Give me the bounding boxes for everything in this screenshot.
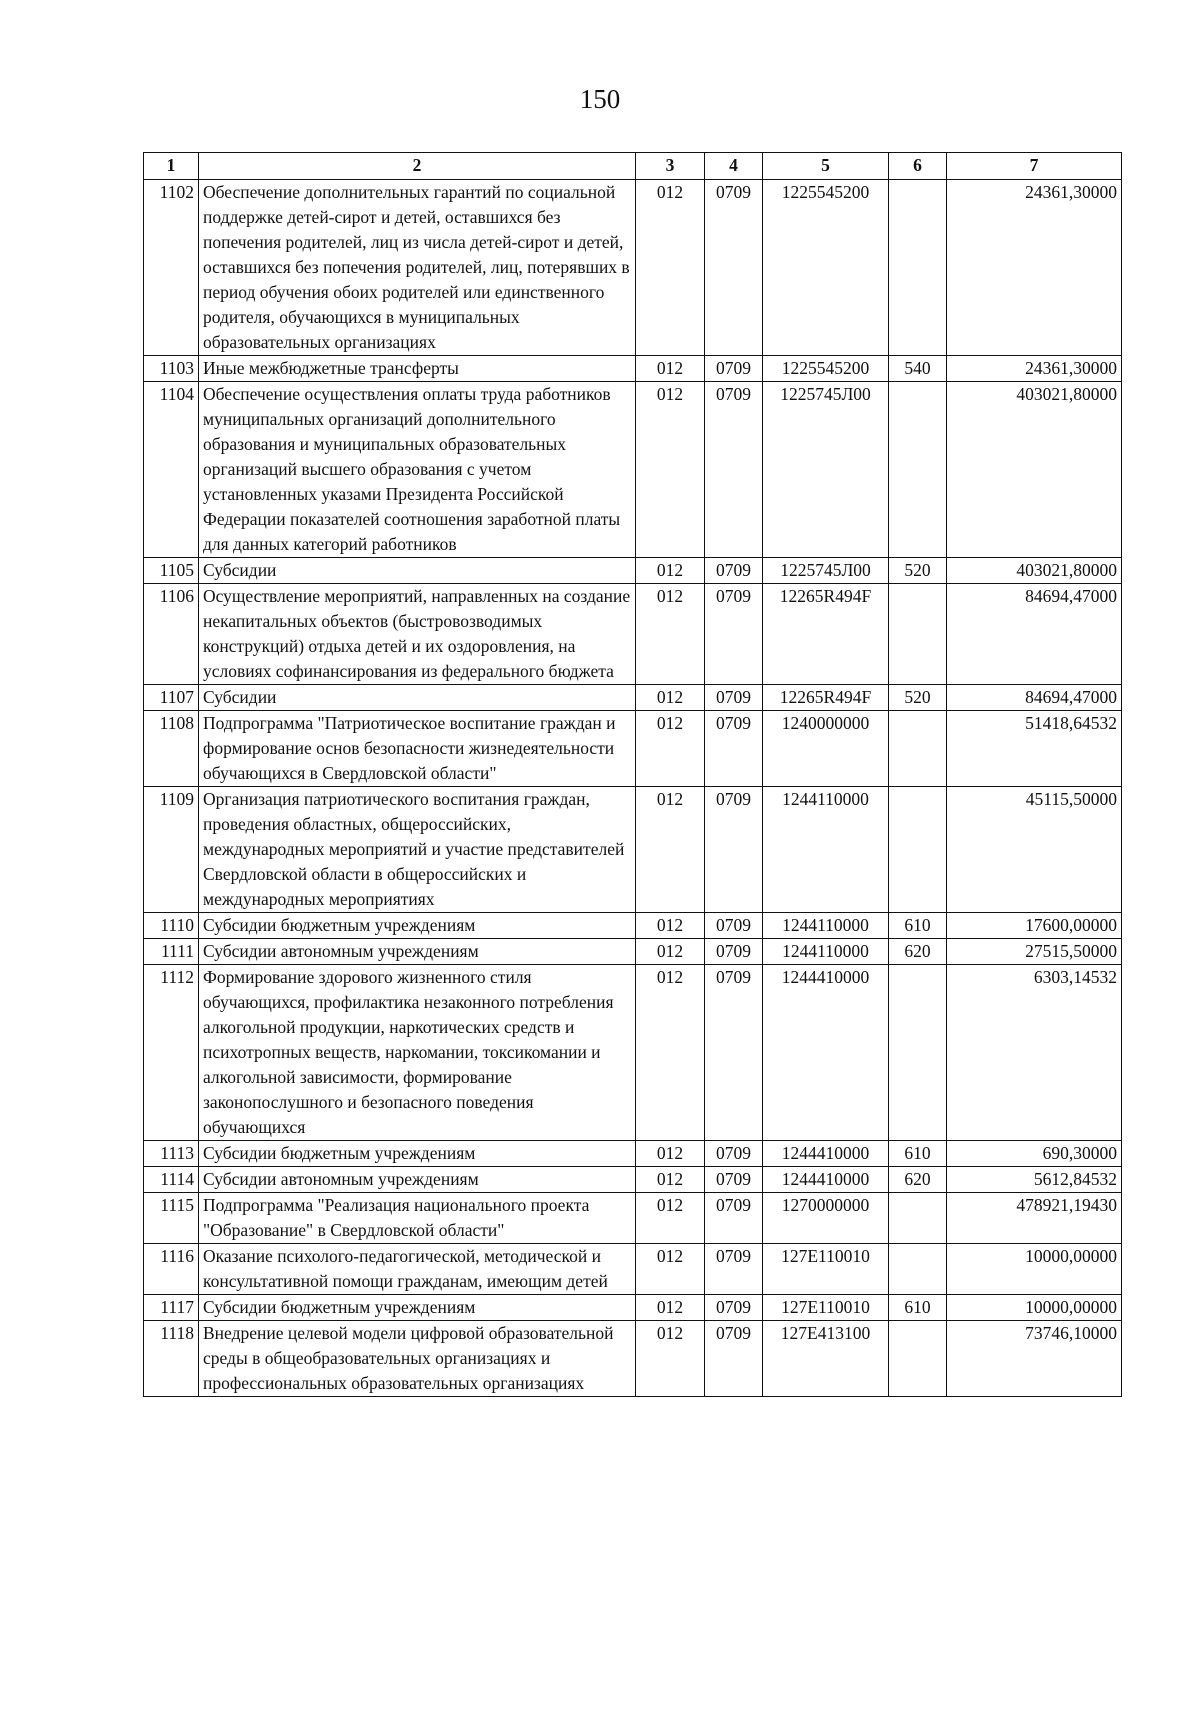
row-amount: 24361,30000 <box>947 356 1122 382</box>
row-number: 1105 <box>144 558 199 584</box>
row-amount: 17600,00000 <box>947 913 1122 939</box>
row-code-6 <box>889 1321 947 1397</box>
row-code-5: 127E413100 <box>763 1321 889 1397</box>
row-code-6: 620 <box>889 939 947 965</box>
row-code-6: 610 <box>889 1295 947 1321</box>
row-number: 1110 <box>144 913 199 939</box>
row-description: Субсидии <box>199 558 636 584</box>
row-code-5: 1244410000 <box>763 965 889 1141</box>
table-body <box>144 180 1122 1397</box>
row-description: Обеспечение осуществления оплаты труда работников муниципальных организаций дополнительного образования и муниципальных образовательных организаций высшего образования с учетом установленных указами Президента Российской Федерации показателей соотношения заработной платы для данных категорий работников <box>199 382 636 558</box>
column-header: 1 <box>144 153 199 180</box>
row-amount: 10000,00000 <box>947 1244 1122 1295</box>
row-code-3: 012 <box>636 1193 705 1244</box>
row-code-4: 0709 <box>705 787 763 913</box>
row-code-5: 1225545200 <box>763 180 889 356</box>
column-header: 6 <box>889 153 947 180</box>
row-description: Обеспечение дополнительных гарантий по социальной поддержке детей-сирот и детей, оставшихся без попечения родителей, лиц из числа детей-сирот и детей, оставшихся без попечения родителей, лиц, потерявших в период обучения обоих родителей или единственного родителя, обучающихся в муниципальных образовательных организациях <box>199 180 636 356</box>
row-code-5: 127E110010 <box>763 1244 889 1295</box>
table-row <box>144 584 1122 685</box>
table-row <box>144 1141 1122 1167</box>
table-row <box>144 180 1122 356</box>
row-code-4: 0709 <box>705 356 763 382</box>
row-code-3: 012 <box>636 1321 705 1397</box>
row-number: 1109 <box>144 787 199 913</box>
row-code-6 <box>889 787 947 913</box>
table-row <box>144 1295 1122 1321</box>
column-header: 5 <box>763 153 889 180</box>
row-description: Внедрение целевой модели цифровой образовательной среды в общеобразовательных организациях и профессиональных образовательных организациях <box>199 1321 636 1397</box>
row-description: Подпрограмма "Патриотическое воспитание граждан и формирование основ безопасности жизнедеятельности обучающихся в Свердловской области" <box>199 711 636 787</box>
row-code-4: 0709 <box>705 584 763 685</box>
row-code-5: 12265R494F <box>763 685 889 711</box>
row-code-5: 1244410000 <box>763 1167 889 1193</box>
row-description: Подпрограмма "Реализация национального проекта "Образование" в Свердловской области" <box>199 1193 636 1244</box>
row-number: 1117 <box>144 1295 199 1321</box>
table-row <box>144 1167 1122 1193</box>
row-code-3: 012 <box>636 558 705 584</box>
row-code-6 <box>889 180 947 356</box>
row-number: 1112 <box>144 965 199 1141</box>
row-description: Субсидии <box>199 685 636 711</box>
table-row <box>144 685 1122 711</box>
row-code-3: 012 <box>636 939 705 965</box>
row-code-4: 0709 <box>705 965 763 1141</box>
row-code-4: 0709 <box>705 558 763 584</box>
table-row <box>144 1193 1122 1244</box>
row-code-4: 0709 <box>705 939 763 965</box>
row-code-3: 012 <box>636 787 705 913</box>
row-code-3: 012 <box>636 965 705 1141</box>
row-amount: 24361,30000 <box>947 180 1122 356</box>
table-row <box>144 939 1122 965</box>
row-code-3: 012 <box>636 1244 705 1295</box>
row-amount: 690,30000 <box>947 1141 1122 1167</box>
row-code-4: 0709 <box>705 180 763 356</box>
table-row <box>144 558 1122 584</box>
table-row <box>144 711 1122 787</box>
row-code-5: 1270000000 <box>763 1193 889 1244</box>
row-code-5: 1244110000 <box>763 787 889 913</box>
row-number: 1102 <box>144 180 199 356</box>
row-code-4: 0709 <box>705 1321 763 1397</box>
row-code-5: 1244410000 <box>763 1141 889 1167</box>
row-description: Субсидии бюджетным учреждениям <box>199 913 636 939</box>
row-code-3: 012 <box>636 356 705 382</box>
row-amount: 403021,80000 <box>947 382 1122 558</box>
row-code-5: 127E110010 <box>763 1295 889 1321</box>
row-code-4: 0709 <box>705 711 763 787</box>
row-code-6 <box>889 1193 947 1244</box>
row-number: 1114 <box>144 1167 199 1193</box>
row-amount: 27515,50000 <box>947 939 1122 965</box>
row-code-6: 620 <box>889 1167 947 1193</box>
row-description: Субсидии автономным учреждениям <box>199 939 636 965</box>
row-code-6 <box>889 382 947 558</box>
row-code-6: 540 <box>889 356 947 382</box>
row-code-5: 1240000000 <box>763 711 889 787</box>
row-code-6: 520 <box>889 685 947 711</box>
table-row <box>144 787 1122 913</box>
row-number: 1116 <box>144 1244 199 1295</box>
row-code-3: 012 <box>636 1167 705 1193</box>
row-description: Формирование здорового жизненного стиля обучающихся, профилактика незаконного потребления алкогольной продукции, наркотических средств и психотропных веществ, наркомании, токсикомании и алкогольной зависимости, формирование законопослушного и безопасного поведения обучающихся <box>199 965 636 1141</box>
row-number: 1115 <box>144 1193 199 1244</box>
row-code-4: 0709 <box>705 1141 763 1167</box>
row-code-4: 0709 <box>705 1295 763 1321</box>
row-code-5: 1225545200 <box>763 356 889 382</box>
row-code-5: 1244110000 <box>763 913 889 939</box>
row-number: 1106 <box>144 584 199 685</box>
row-code-3: 012 <box>636 180 705 356</box>
table-row <box>144 965 1122 1141</box>
row-code-6: 610 <box>889 1141 947 1167</box>
row-code-4: 0709 <box>705 685 763 711</box>
row-code-5: 1225745Л00 <box>763 382 889 558</box>
row-amount: 403021,80000 <box>947 558 1122 584</box>
row-code-4: 0709 <box>705 1244 763 1295</box>
row-code-3: 012 <box>636 382 705 558</box>
table-row <box>144 913 1122 939</box>
table-row <box>144 356 1122 382</box>
table-row <box>144 382 1122 558</box>
row-description: Организация патриотического воспитания граждан, проведения областных, общероссийских, международных мероприятий и участие представителей Свердловской области в общероссийских и международных мероприятиях <box>199 787 636 913</box>
row-code-4: 0709 <box>705 382 763 558</box>
row-description: Субсидии бюджетным учреждениям <box>199 1141 636 1167</box>
budget-table <box>143 152 1122 1397</box>
row-description: Осуществление мероприятий, направленных на создание некапитальных объектов (быстровозводимых конструкций) отдыха детей и их оздоровления, на условиях софинансирования из федерального бюджета <box>199 584 636 685</box>
row-amount: 73746,10000 <box>947 1321 1122 1397</box>
row-code-5: 1244110000 <box>763 939 889 965</box>
row-code-6 <box>889 711 947 787</box>
row-code-5: 12265R494F <box>763 584 889 685</box>
row-code-6: 610 <box>889 913 947 939</box>
row-code-6 <box>889 1244 947 1295</box>
row-amount: 10000,00000 <box>947 1295 1122 1321</box>
row-description: Оказание психолого-педагогической, методической и консультативной помощи гражданам, имеющим детей <box>199 1244 636 1295</box>
table-header-row <box>144 153 1122 180</box>
row-code-3: 012 <box>636 711 705 787</box>
row-number: 1118 <box>144 1321 199 1397</box>
column-header: 4 <box>705 153 763 180</box>
row-number: 1107 <box>144 685 199 711</box>
row-code-6 <box>889 965 947 1141</box>
row-code-3: 012 <box>636 913 705 939</box>
row-amount: 51418,64532 <box>947 711 1122 787</box>
column-header: 2 <box>199 153 636 180</box>
page-number: 150 <box>579 84 621 114</box>
table-row <box>144 1321 1122 1397</box>
row-amount: 478921,19430 <box>947 1193 1122 1244</box>
row-code-6: 520 <box>889 558 947 584</box>
row-description: Субсидии бюджетным учреждениям <box>199 1295 636 1321</box>
row-number: 1108 <box>144 711 199 787</box>
row-code-3: 012 <box>636 1295 705 1321</box>
row-code-3: 012 <box>636 584 705 685</box>
row-number: 1111 <box>144 939 199 965</box>
row-code-3: 012 <box>636 685 705 711</box>
row-code-3: 012 <box>636 1141 705 1167</box>
table-row <box>144 1244 1122 1295</box>
row-amount: 84694,47000 <box>947 685 1122 711</box>
row-number: 1113 <box>144 1141 199 1167</box>
column-header: 3 <box>636 153 705 180</box>
row-code-5: 1225745Л00 <box>763 558 889 584</box>
row-amount: 84694,47000 <box>947 584 1122 685</box>
row-description: Субсидии автономным учреждениям <box>199 1167 636 1193</box>
row-description: Иные межбюджетные трансферты <box>199 356 636 382</box>
row-code-4: 0709 <box>705 913 763 939</box>
row-code-4: 0709 <box>705 1193 763 1244</box>
row-amount: 6303,14532 <box>947 965 1122 1141</box>
row-code-6 <box>889 584 947 685</box>
row-code-4: 0709 <box>705 1167 763 1193</box>
column-header: 7 <box>947 153 1122 180</box>
row-amount: 5612,84532 <box>947 1167 1122 1193</box>
row-number: 1103 <box>144 356 199 382</box>
row-number: 1104 <box>144 382 199 558</box>
row-amount: 45115,50000 <box>947 787 1122 913</box>
